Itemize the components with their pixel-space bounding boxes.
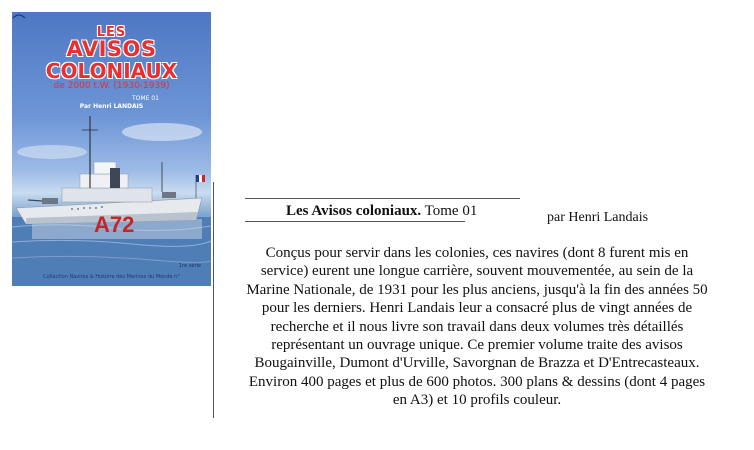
cover-title-coloniaux: COLONIAUX	[45, 59, 178, 83]
hull-number-text: A72	[94, 212, 135, 236]
description-line: service) eurent une longue carrière, souvent mouvementée, au sein de la	[260, 263, 694, 280]
book-author: par Henri Landais	[547, 210, 649, 225]
description-line: Conçus pour servir dans les colonies, ces navires (dont 8 furent mis en	[265, 245, 689, 261]
book-title-tome: Tome 01	[421, 203, 478, 219]
cover-edition-note: 1re série	[179, 263, 201, 269]
cover-footer: Collection Navires & Histoire des Marines du Monde n°	[43, 274, 180, 280]
description-line: Environ 400 pages et plus de 600 photos. 300 plans & dessins (dont 4 pages	[248, 373, 706, 390]
description-line: en A3) et 10 profils couleur.	[392, 392, 562, 409]
book-description	[214, 244, 740, 410]
description-line: recherche et il nous livre son travail dans deux volumes très détaillés	[270, 318, 684, 335]
description-line: Bougainville, Dumont d'Urville, Savorgnan de Brazza et D'Entrecasteaux.	[254, 355, 700, 372]
hull-number	[90, 212, 150, 236]
book-title	[286, 203, 477, 220]
description-line: Marine Nationale, de 1931 pour les plus anciens, jusqu'à la fin des années 50	[246, 281, 708, 298]
book-cover[interactable]	[12, 12, 211, 286]
book-title-bold: Les Avisos coloniaux.	[286, 203, 422, 219]
title-rule-bottom	[245, 221, 465, 222]
title-rule-top	[245, 198, 520, 199]
cover-tome: TOME 01	[132, 95, 159, 102]
cover-subtitle: de 2000 t.W. (1930-1939)	[53, 81, 170, 91]
cover-author: Par Henri LANDAIS	[79, 103, 144, 110]
cover-title-les: LES	[96, 25, 127, 40]
description-line: pour les derniers. Henri Landais leur a consacré plus de vingt années de	[261, 300, 693, 317]
description-line: représentant un ouvrage unique. Ce premier volume traite des avisos	[271, 337, 683, 354]
publisher-logo-icon	[12, 12, 26, 20]
cover-title-avisos: AVISOS	[66, 37, 157, 61]
